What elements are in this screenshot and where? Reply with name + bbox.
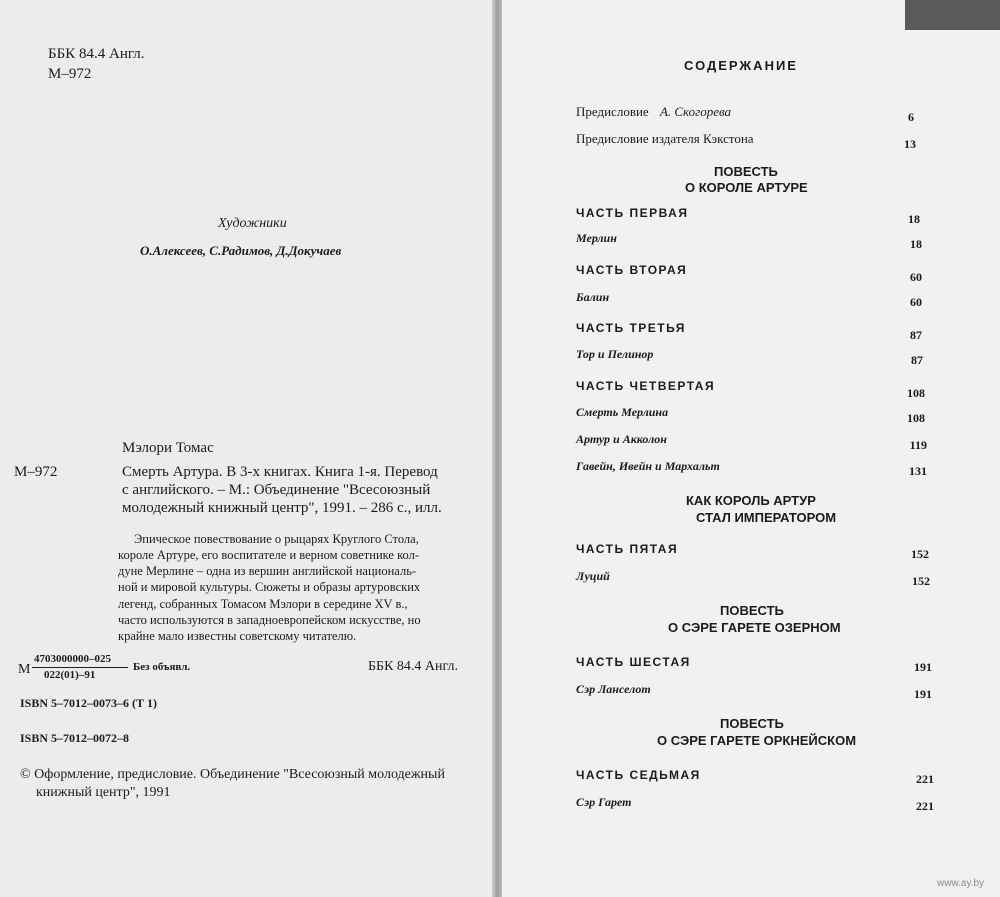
right-page — [502, 0, 1000, 897]
foreword-author: А. Скогорева — [659, 104, 732, 119]
page-number: 221 — [916, 799, 934, 813]
contents-title: СОДЕРЖАНИЕ — [684, 58, 798, 73]
story-heading: ПОВЕСТЬ — [720, 603, 784, 618]
bbk-code-top: ББК 84.4 Англ. — [48, 46, 145, 62]
story-heading: О КОРОЛЕ АРТУРЕ — [685, 180, 808, 195]
page-number: 191 — [914, 687, 932, 701]
part-title: ЧАСТЬ ВТОРАЯ — [576, 263, 688, 277]
annotation-line: крайне мало известны советскому читателю. — [118, 629, 357, 643]
page-number: 87 — [911, 353, 923, 367]
story-heading: ПОВЕСТЬ — [714, 164, 778, 179]
artists-label: Художники — [218, 216, 287, 231]
annotation-line: короле Артуре, его воспитателе и верном советнике кол- — [118, 548, 420, 562]
page-number: 221 — [916, 772, 934, 786]
chapter-title: Балин — [576, 290, 610, 304]
chapter-title: Луций — [576, 569, 610, 583]
page-number: 119 — [909, 438, 927, 452]
chapter-title: Сэр Гарет — [576, 795, 632, 809]
story-heading: О СЭРЕ ГАРЕТЕ ОЗЕРНОМ — [668, 620, 841, 635]
background-corner — [905, 0, 1000, 30]
chapter-title: Сэр Ланселот — [576, 682, 651, 696]
page-number: 152 — [912, 574, 930, 588]
annotation-line: Эпическое повествование о рыцарях Круглого Стола, — [134, 532, 419, 546]
chapter-title: Артур и Акколон — [576, 432, 667, 446]
page-number: 152 — [911, 547, 929, 561]
page-number: 60 — [910, 295, 922, 309]
annotation-line: часто используются в западноевропейском искусстве, но — [118, 613, 421, 627]
watermark: www.ay.by — [937, 878, 985, 889]
formula-numerator: 4703000000–025 — [34, 653, 111, 665]
story-heading: СТАЛ ИМПЕРАТОРОМ — [696, 510, 837, 525]
part-title: ЧАСТЬ СЕДЬМАЯ — [576, 768, 701, 782]
annotation-line: легенд, собранных Томасом Мэлори в середине XV в., — [118, 597, 408, 611]
artists-names: О.Алексеев, С.Радимов, Д.Докучаев — [140, 243, 342, 258]
chapter-title: Смерть Мерлина — [576, 405, 669, 419]
annotation-line: дуне Мерлине – одна из вершин английской националь- — [118, 564, 417, 578]
page-number: 13 — [904, 137, 916, 151]
catalog-code-side: М–972 — [14, 464, 58, 480]
page-number: 18 — [910, 237, 922, 251]
page-number: 6 — [908, 110, 914, 124]
bibliographic-line-1: Смерть Артура. В 3-х книгах. Книга 1-я. Перевод — [122, 464, 438, 480]
page-number: 60 — [910, 270, 922, 284]
formula-divider — [32, 667, 128, 668]
part-title: ЧАСТЬ ШЕСТАЯ — [576, 655, 691, 669]
page-number: 191 — [914, 660, 932, 674]
chapter-title: Тор и Пелинор — [576, 347, 654, 361]
chapter-title: Гавейн, Ивейн и Мархальт — [576, 459, 720, 473]
isbn-volume: ISBN 5–7012–0073–6 (Т 1) — [20, 696, 158, 710]
part-title: ЧАСТЬ ЧЕТВЕРТАЯ — [576, 379, 716, 393]
bibliographic-line-3: молодежный книжный центр", 1991. – 286 с., илл. — [122, 500, 442, 516]
story-heading: ПОВЕСТЬ — [720, 716, 784, 731]
author-name: Мэлори Томас — [122, 440, 214, 456]
page-number: 87 — [910, 328, 922, 342]
part-title: ЧАСТЬ ПЯТАЯ — [576, 542, 679, 556]
toc-entry-foreword — [576, 104, 731, 120]
chapter-title: Мерлин — [576, 231, 617, 245]
story-heading: О СЭРЕ ГАРЕТЕ ОРКНЕЙСКОМ — [657, 733, 857, 748]
part-title: ЧАСТЬ ПЕРВАЯ — [576, 206, 689, 220]
toc-entry-caxton: Предисловие издателя Кэкстона — [576, 131, 754, 146]
formula-denominator: 022(01)–91 — [44, 669, 96, 681]
bbk-code-bottom: ББК 84.4 Англ. — [368, 659, 459, 674]
price-note: Без объявл. — [133, 661, 191, 673]
page-number: 18 — [908, 212, 920, 226]
isbn-set: ISBN 5–7012–0072–8 — [20, 731, 130, 745]
page-number: 108 — [907, 386, 925, 400]
catalog-code-top: М–972 — [48, 66, 92, 82]
story-heading: КАК КОРОЛЬ АРТУР — [686, 493, 816, 508]
copyright-line-1: © Оформление, предисловие. Объединение "Всесоюзный молодежный — [20, 767, 445, 782]
page-number: 108 — [907, 411, 925, 425]
page-number: 131 — [909, 464, 927, 478]
copyright-line-2: книжный центр", 1991 — [36, 785, 171, 800]
part-title: ЧАСТЬ ТРЕТЬЯ — [576, 321, 686, 335]
annotation-line: ной и мировой культуры. Сюжеты и образы артуровских — [118, 580, 421, 594]
foreword-label: Предисловие — [576, 104, 649, 119]
bibliographic-line-2: с английского. – М.: Объединение "Всесоюзный — [122, 482, 431, 498]
left-page — [0, 0, 496, 897]
formula-letter: М — [18, 662, 31, 677]
